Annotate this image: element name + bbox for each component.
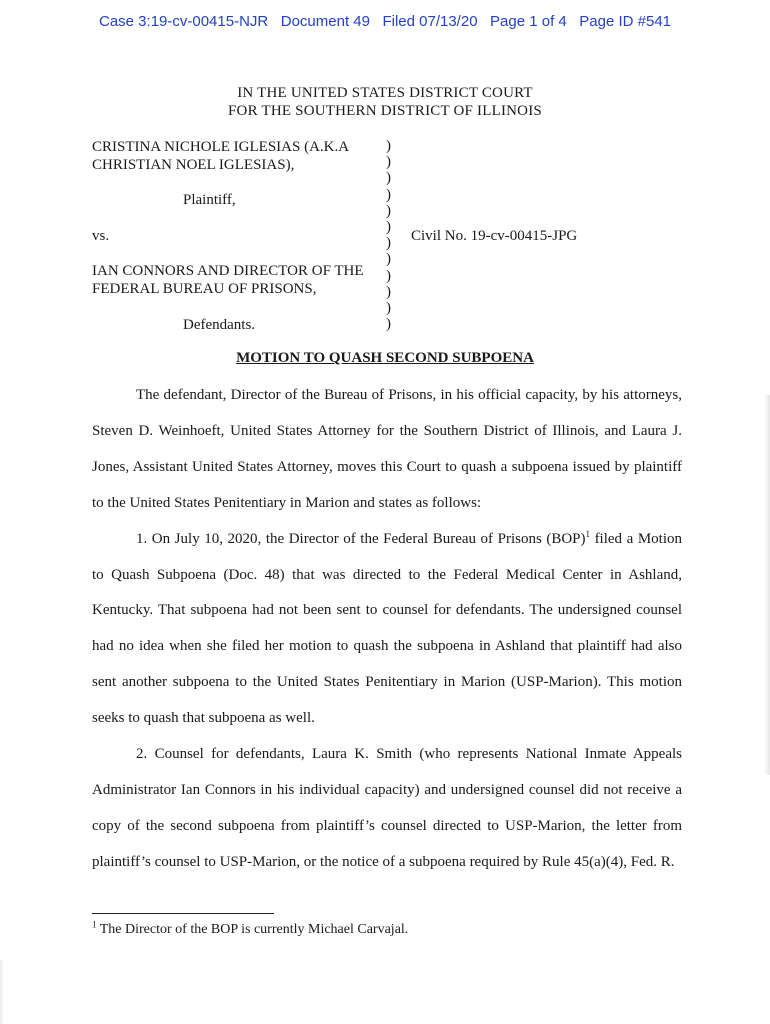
defendant-role: Defendants. xyxy=(183,317,256,333)
scan-edge-shadow xyxy=(764,395,770,775)
civil-case-number: Civil No. 19-cv-00415-JPG xyxy=(411,228,578,244)
footnote-text: The Director of the BOP is currently Michael Carvajal. xyxy=(96,922,409,937)
caption-parentheses: ) ) ) ) ) ) ) ) ) ) ) ) xyxy=(386,138,391,333)
defendant-name-line-2: FEDERAL BUREAU OF PRISONS, xyxy=(92,281,317,297)
footnote-marker: 1 xyxy=(92,919,97,930)
plaintiff-name-line-2: CHRISTIAN NOEL IGLESIAS), xyxy=(92,157,295,173)
paragraph-2: 2. Counsel for defendants, Laura K. Smith (who represents National Inmate Appeals Administrator Ian Connors in his individual capacity) and undersigned counsel did not receive a copy of the second subpoena from plaintiff’s counsel directed to USP-Marion, the letter from plaintiff’s counsel to USP-Marion, or the notice of a subpoena required by Rule 45(a)(4), Fed. R. xyxy=(92,746,682,870)
court-heading-line-2: FOR THE SOUTHERN DISTRICT OF ILLINOIS xyxy=(228,103,542,119)
paragraph-1-lead: 1. On July 10, 2020, the Director of the Federal Bureau of Prisons (BOP) xyxy=(136,530,586,547)
versus-label: vs. xyxy=(92,228,110,244)
case-header-stamp: Case 3:19-cv-00415-NJR Document 49 Filed 07/13/20 Page 1 of 4 Page ID #541 xyxy=(99,13,671,30)
intro-paragraph: The defendant, Director of the Bureau of Prisons, in his official capacity, by his attorneys, Steven D. Weinhoeft, United States Attorney for the Southern District of Illinois, and Laura J. Jones, Assistant United States Attorney, moves this Court to quash a subpoena issued by plaintiff to the United States Penitentiary in Marion and states as follows: xyxy=(92,387,682,511)
plaintiff-name-line-1: CRISTINA NICHOLE IGLESIAS (A.K.A xyxy=(92,139,350,155)
paragraph-1 xyxy=(92,522,682,737)
court-heading xyxy=(0,84,770,120)
plaintiff-role: Plaintiff, xyxy=(183,192,236,208)
court-heading-line-1: IN THE UNITED STATES DISTRICT COURT xyxy=(237,85,533,101)
paragraph-1-rest: filed a Motion to Quash Subpoena (Doc. 48) that was directed to the Federal Medical Center in Ashland, Kentucky. That subpoena had not been sent to counsel for defendants. The undersigned counsel had no idea when she filed her motion to quash the subpoena in Ashland that plaintiff had also sent another subpoena to the United States Penitentiary in Marion (USP-Marion). This motion seeks to quash that subpoena as well. xyxy=(92,530,682,727)
footnote-reference: 1 xyxy=(585,528,591,539)
motion-title: MOTION TO QUASH SECOND SUBPOENA xyxy=(236,350,534,366)
defendant-name-line-1: IAN CONNORS AND DIRECTOR OF THE xyxy=(92,263,364,279)
footnote-divider xyxy=(92,913,274,914)
motion-body xyxy=(92,378,682,881)
scan-edge-shadow-left xyxy=(0,960,4,1024)
footnote xyxy=(92,919,409,938)
